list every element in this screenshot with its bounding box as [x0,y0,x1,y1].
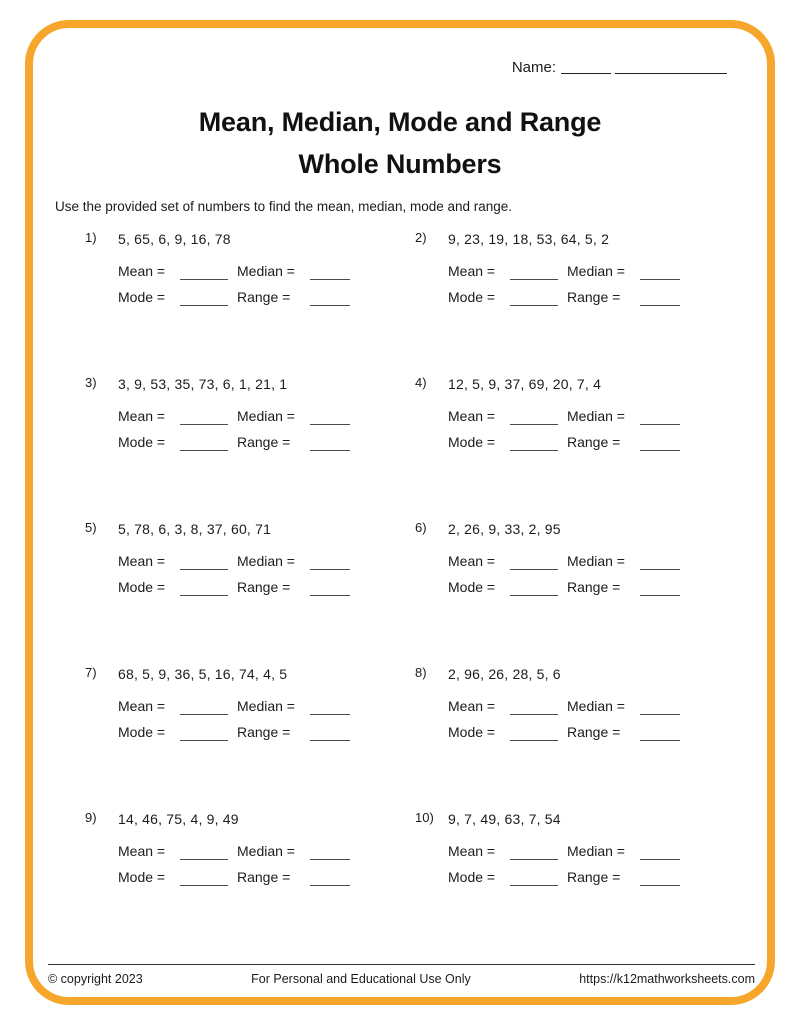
problem [85,229,415,306]
mode-answer-blank [180,583,228,596]
number-set: 2, 96, 26, 28, 5, 6 [448,666,561,682]
median-label: Median = [567,408,625,424]
problem-number: 2) [415,230,427,245]
number-set: 9, 7, 49, 63, 7, 54 [448,811,561,827]
range-label: Range = [237,724,291,740]
problem-number: 5) [85,520,97,535]
problem-number: 8) [415,665,427,680]
range-label: Range = [237,579,291,595]
number-set: 14, 46, 75, 4, 9, 49 [118,811,239,827]
range-answer-blank [310,728,350,741]
mode-label: Mode = [448,434,496,450]
range-label: Range = [567,289,621,305]
mode-answer-blank [510,728,558,741]
mean-answer-blank [180,412,228,425]
range-label: Range = [567,869,621,885]
mode-label: Mode = [118,724,166,740]
mean-label: Mean = [118,553,166,569]
range-answer-blank [640,728,680,741]
mean-label: Mean = [118,408,166,424]
problem-number: 10) [415,810,434,825]
median-label: Median = [237,263,295,279]
median-answer-blank [310,412,350,425]
range-answer-blank [640,293,680,306]
mode-label: Mode = [448,724,496,740]
median-label: Median = [567,698,625,714]
worksheet-title [0,101,800,185]
mean-answer-blank [180,267,228,280]
range-answer-blank [640,438,680,451]
problem-number: 1) [85,230,97,245]
range-label: Range = [567,434,621,450]
mode-answer-blank [510,873,558,886]
name-row [0,59,727,76]
problem-number: 4) [415,375,427,390]
problem [85,374,415,451]
mean-answer-blank [510,557,558,570]
median-label: Median = [237,553,295,569]
median-answer-blank [640,267,680,280]
footer-divider [48,964,755,965]
number-set: 12, 5, 9, 37, 69, 20, 7, 4 [448,376,602,392]
title-line-2: Whole Numbers [298,149,502,179]
name-label: Name: [511,59,556,76]
mode-label: Mode = [448,869,496,885]
problem-number: 9) [85,810,97,825]
mean-answer-blank [510,702,558,715]
range-label: Range = [237,289,291,305]
range-answer-blank [310,583,350,596]
problem [415,809,725,886]
range-answer-blank [310,293,350,306]
instructions-text: Use the provided set of numbers to find the mean, median, mode and range. [55,199,513,214]
mean-label: Mean = [118,263,166,279]
mode-answer-blank [180,873,228,886]
mode-label: Mode = [118,289,166,305]
usage-text: For Personal and Educational Use Only [251,972,471,986]
website-url: https://k12mathworksheets.com [579,972,755,986]
range-answer-blank [640,873,680,886]
range-label: Range = [567,579,621,595]
mean-answer-blank [510,412,558,425]
name-blank-line-1 [561,59,611,74]
number-set: 3, 9, 53, 35, 73, 6, 1, 21, 1 [118,376,288,392]
problem [85,809,415,886]
problem [415,519,725,596]
mode-label: Mode = [118,434,166,450]
median-label: Median = [237,698,295,714]
mode-answer-blank [180,438,228,451]
mean-answer-blank [180,847,228,860]
problems-grid [85,229,725,886]
problem-number: 6) [415,520,427,535]
name-blank-line-2 [615,59,727,74]
mode-label: Mode = [118,579,166,595]
problem [85,664,415,741]
range-label: Range = [237,869,291,885]
mode-label: Mode = [448,289,496,305]
mean-label: Mean = [448,553,496,569]
median-answer-blank [310,702,350,715]
mean-answer-blank [510,267,558,280]
mode-answer-blank [510,438,558,451]
mode-label: Mode = [118,869,166,885]
mode-answer-blank [180,728,228,741]
median-label: Median = [237,843,295,859]
median-answer-blank [640,557,680,570]
problem [415,664,725,741]
mode-answer-blank [180,293,228,306]
mean-answer-blank [180,557,228,570]
range-label: Range = [237,434,291,450]
range-answer-blank [310,438,350,451]
median-answer-blank [640,702,680,715]
mean-label: Mean = [448,408,496,424]
number-set: 5, 65, 6, 9, 16, 78 [118,231,231,247]
median-label: Median = [237,408,295,424]
mean-label: Mean = [118,698,166,714]
number-set: 2, 26, 9, 33, 2, 95 [448,521,561,537]
problem [415,229,725,306]
range-label: Range = [567,724,621,740]
median-label: Median = [567,843,625,859]
mean-answer-blank [180,702,228,715]
problem [85,519,415,596]
page-footer [48,964,755,986]
copyright-text: © copyright 2023 [48,972,143,986]
number-set: 68, 5, 9, 36, 5, 16, 74, 4, 5 [118,666,288,682]
range-answer-blank [310,873,350,886]
mean-label: Mean = [448,263,496,279]
median-answer-blank [310,847,350,860]
problem-number: 3) [85,375,97,390]
problem [415,374,725,451]
mean-label: Mean = [118,843,166,859]
mean-answer-blank [510,847,558,860]
mode-label: Mode = [448,579,496,595]
range-answer-blank [640,583,680,596]
title-line-1: Mean, Median, Mode and Range [198,107,602,137]
number-set: 9, 23, 19, 18, 53, 64, 5, 2 [448,231,610,247]
mode-answer-blank [510,583,558,596]
median-label: Median = [567,263,625,279]
mean-label: Mean = [448,843,496,859]
problem-number: 7) [85,665,97,680]
number-set: 5, 78, 6, 3, 8, 37, 60, 71 [118,521,272,537]
median-answer-blank [310,557,350,570]
median-answer-blank [310,267,350,280]
median-label: Median = [567,553,625,569]
median-answer-blank [640,847,680,860]
mode-answer-blank [510,293,558,306]
median-answer-blank [640,412,680,425]
mean-label: Mean = [448,698,496,714]
